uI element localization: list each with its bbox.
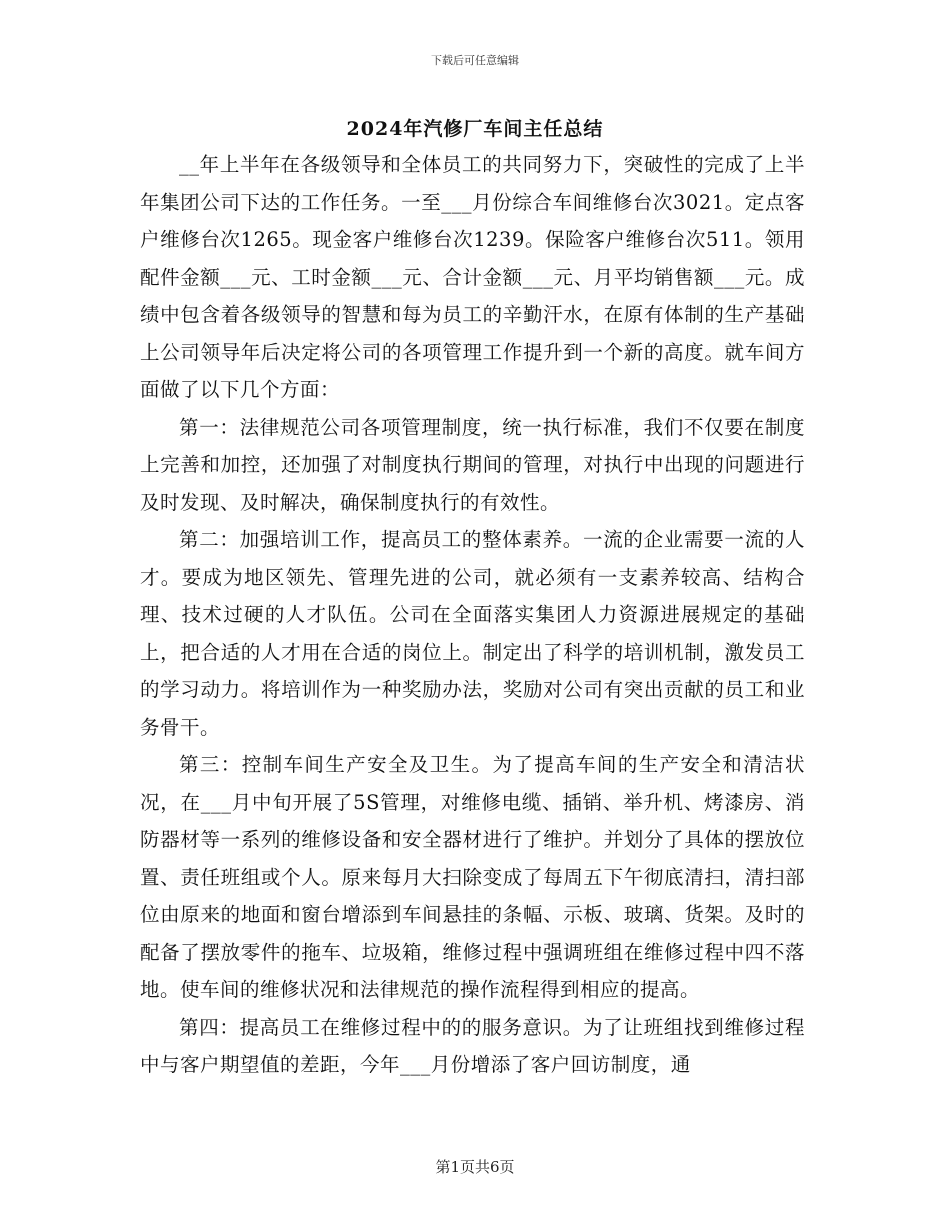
paragraph-second: 第二：加强培训工作，提高员工的整体素养。一流的企业需要一流的人才。要成为地区领先、管理先进的公司，就必须有一支素养较高、结构合理、技术过硬的人才队伍。公司在全面落实集团人力资源进展规定的基础上，把合适的人才用在合适的岗位上。制定出了科学的培训机制，激发员工的学习动力。将培训作为一种奖励办法，奖励对公司有突出贡献的员工和业务骨干。 (140, 528, 805, 739)
document-body (140, 146, 805, 1084)
document-title: 2024年汽修厂车间主任总结 (346, 118, 604, 140)
paragraph-fourth: 第四：提高员工在维修过程中的的服务意识。为了让班组找到维修过程中与客户期望值的差距，今年___月份增添了客户回访制度，通 (140, 1015, 805, 1076)
page-header-note: 下载后可任意编辑 (431, 54, 519, 67)
page-number: 第1页共6页 (435, 1158, 515, 1176)
paragraph-first: 第一：法律规范公司各项管理制度，统一执行标准，我们不仅要在制度上完善和加控，还加强了对制度执行期间的管理，对执行中出现的问题进行及时发现、及时解决，确保制度执行的有效性。 (140, 415, 805, 514)
paragraph-third: 第三：控制车间生产安全及卫生。为了提高车间的生产安全和清洁状况，在___月中旬开展了5S管理，对维修电缆、插销、举升机、烤漆房、消防器材等一系列的维修设备和安全器材进行了维护。并划分了具体的摆放位置、责任班组或个人。原来每月大扫除变成了每周五下午彻底清扫，清扫部位由原来的地面和窗台增添到车间悬挂的条幅、示板、玻璃、货架。及时的配备了摆放零件的拖车、垃圾箱，维修过程中强调班组在维修过程中四不落地。使车间的维修状况和法律规范的操作流程得到相应的提高。 (140, 753, 805, 1001)
paragraph-intro: __年上半年在各级领导和全体员工的共同努力下，突破性的完成了上半年集团公司下达的工作任务。一至___月份综合车间维修台次3021。定点客户维修台次1265。现金客户维修台次1239。保险客户维修台次511。领用配件金额___元、工时金额___元、合计金额___元、月平均销售额___元。成绩中包含着各级领导的智慧和每为员工的辛勤汗水，在原有体制的生产基础上公司领导年后决定将公司的各项管理工作提升到一个新的高度。就车间方面做了以下几个方面： (140, 153, 805, 401)
